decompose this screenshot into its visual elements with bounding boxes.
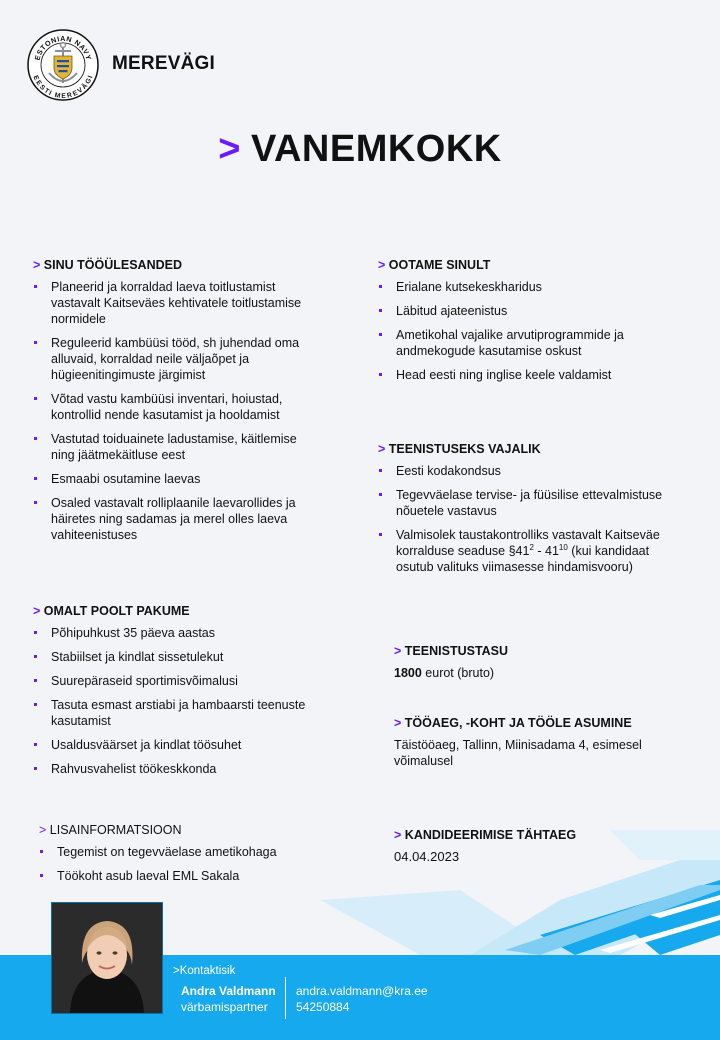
list-item: Võtad vastu kambüüsi inventari, hoiustad, kontrollid nende kasutamist ja hooldamist (33, 391, 318, 423)
deadline-heading: > KANDIDEERIMISE TÄHTAEG (394, 828, 577, 842)
duties-heading: > SINU TÖÖÜLESANDED (33, 258, 182, 272)
offer-heading: > OMALT POOLT PAKUME (33, 604, 190, 618)
list-item: Valmisolek taustakontrolliks vastavalt Kaitseväe korralduse seaduse $\S 41^2 - 41^{10}$ (kui kandidaat osutub valituks viimasesse hindamisvooru) (378, 527, 668, 575)
salary-section (394, 644, 684, 681)
expect-heading: > OOTAME SINULT (378, 258, 491, 272)
list-item: Töökoht asub laeval EML Sakala (39, 868, 324, 884)
list-item: Head eesti ning inglise keele valdamist (378, 367, 668, 383)
brand-name: MEREVÄGI (112, 53, 215, 74)
title-arrow: > (218, 128, 241, 170)
list-item: Usaldusväärset ja kindlat töösuhet (33, 737, 318, 753)
more-info-heading: > LISAINFORMATSIOON (39, 823, 182, 837)
list-item: Stabiilset ja kindlat sissetulekut (33, 649, 318, 665)
list-item: Läbitud ajateenistus (378, 303, 668, 319)
duties-section (33, 258, 318, 551)
deadline-section (394, 828, 674, 865)
list-item: Rahvusvahelist töökeskkonda (33, 761, 318, 777)
list-item: Tasuta esmast arstiabi ja hambaarsti teenuste kasutamist (33, 697, 318, 729)
contact-phone-link[interactable]: 54250884 (296, 1000, 350, 1014)
offer-section (33, 604, 318, 785)
logo-ring-top: ESTONIAN NAVY (32, 33, 94, 62)
contact-email-link[interactable]: andra.valdmann@kra.ee (296, 984, 428, 998)
list-item: Suurepäraseid sportimisvõimalusi (33, 673, 318, 689)
required-section (378, 442, 668, 583)
list-item: Tegemist on tegevväelase ametikohaga (39, 844, 324, 860)
location-text: Täistööaeg, Tallinn, Miinisadama 4, esimesel võimalusel (394, 738, 642, 768)
page-title (0, 128, 720, 171)
contact-name: Andra Valdmann (181, 984, 276, 998)
list-item: Eesti kodakondsus (378, 463, 668, 479)
contact-role: värbamispartner (181, 1000, 268, 1014)
salary-heading: > TEENISTUSTASU (394, 644, 509, 658)
list-item: Vastutad toiduainete ladustamise, käitlemise ning jäätmekäitluse eest (33, 431, 318, 463)
navy-emblem-logo (27, 29, 99, 101)
more-info-section (39, 823, 324, 892)
location-heading: > TÖÖAEG, -KOHT JA TÖÖLE ASUMINE (394, 716, 632, 730)
expect-section (378, 258, 668, 391)
list-item: Osaled vastavalt rolliplaanile laevarollides ja häiretes ning sadamas ja merel olles laeva vahiteenistuses (33, 495, 318, 543)
salary-value: 1800 eurot (bruto) (394, 666, 495, 680)
contact-label: >Kontaktisik (173, 965, 236, 977)
contact-photo (52, 903, 162, 1013)
list-item: Tegevväelase tervise- ja füüsilise ettevalmistuse nõuetele vastavus (378, 487, 668, 519)
contact-divider (285, 977, 286, 1019)
logo-ring-bottom: EESTI MEREVÄGI (31, 74, 95, 101)
location-section (394, 716, 674, 769)
list-item: Esmaabi osutamine laevas (33, 471, 318, 487)
list-item: Põhipuhkust 35 päeva aastas (33, 625, 318, 641)
required-heading: > TEENISTUSEKS VAJALIK (378, 442, 541, 456)
list-item: Ametikohal vajalike arvutiprogrammide ja andmekogude kasutamise oskust (378, 327, 668, 359)
title-text: VANEMKOKK (250, 128, 502, 170)
list-item: Erialane kutsekeskharidus (378, 279, 668, 295)
deadline-date: 04.04.2023 (394, 849, 460, 864)
list-item: Planeerid ja korraldad laeva toitlustamist vastavalt Kaitseväes kehtivatele toitlustamise normidele (33, 279, 318, 327)
list-item: Reguleerid kambüüsi tööd, sh juhendad oma alluvaid, korraldad neile väljaõpet ja hügieenitingimuste järgimist (33, 335, 318, 383)
